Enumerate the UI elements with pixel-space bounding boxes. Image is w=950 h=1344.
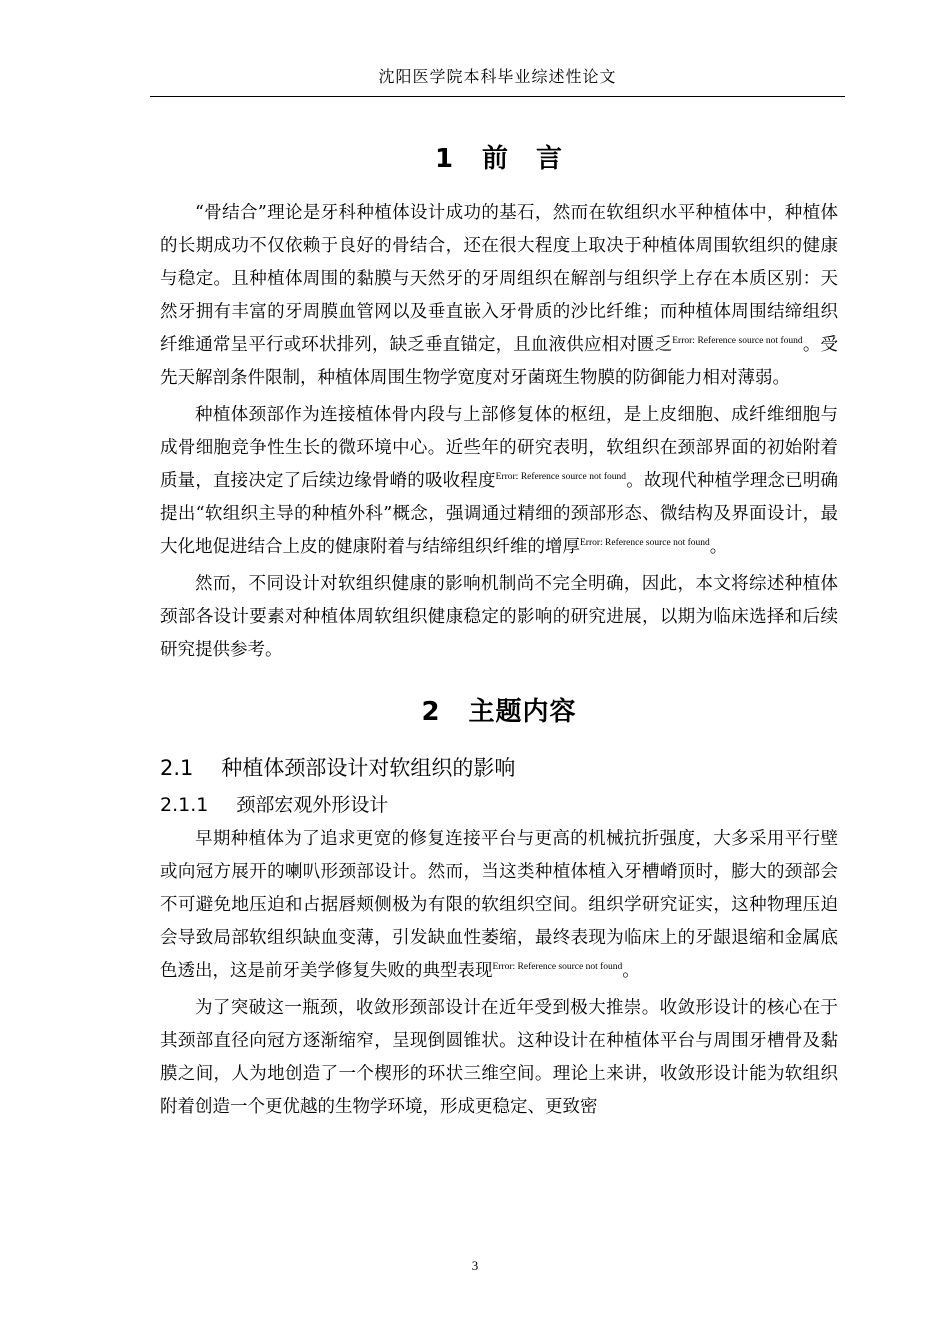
paragraph-1-1 xyxy=(160,197,838,395)
paragraph-1-2 xyxy=(160,399,838,564)
section-1-heading xyxy=(160,138,838,175)
paragraph-text-tail: 。受先天解剖条件限制，种植体周围生物学宽度对牙菌斑生物膜的防御能力相对薄弱。 xyxy=(160,335,839,388)
subsection-number: 2.1 xyxy=(160,756,194,780)
paragraph-2-1 xyxy=(160,823,838,988)
subsubsection-number: 2.1.1 xyxy=(160,794,209,816)
section-2-number: 2 xyxy=(421,697,441,727)
paragraph-2-2 xyxy=(160,992,838,1124)
paragraph-text: 早期种植体为了追求更宽的修复连接平台与更高的机械抗折强度，大多采用平行壁或向冠方展开的喇叭形颈部设计。然而，当这类种植体植入牙槽嵴顶时，膨大的颈部会不可避免地压迫和占据唇颊侧极为有限的软组织空间。组织学研究证实，这种物理压迫会导致局部软组织缺血变薄，引发缺血性萎缩，最终表现为临床上的牙龈退缩和金属底色透出，这是前牙美学修复失败的典型表现 xyxy=(160,829,838,981)
header-title: 沈阳医学院本科毕业综述性论文 xyxy=(378,67,617,86)
section-1-title: 前 言 xyxy=(482,144,564,174)
subsection-title: 种植体颈部设计对软组织的影响 xyxy=(221,756,516,780)
paragraph-1-3 xyxy=(160,568,838,667)
paragraph-text: 然而，不同设计对软组织健康的影响机制尚不完全明确，因此，本文将综述种植体颈部各设计要素对种植体周软组织健康稳定的影响的研究进展，以期为临床选择和后续研究提供参考。 xyxy=(160,574,838,660)
section-2-title: 主题内容 xyxy=(468,697,577,727)
subsubsection-title: 颈部宏观外形设计 xyxy=(236,794,389,816)
subsubsection-heading xyxy=(160,790,838,817)
paragraph-text-tail: 。故现代种植学理念已明确提出“软组织主导的种植外科”概念，强调通过精细的颈部形态、微结构及界面设计，最大化地促进结合上皮的健康附着与结缔组织纤维的增厚 xyxy=(160,471,839,557)
paragraph-text-tail: 。 xyxy=(709,537,728,557)
paragraph-text-tail: 。 xyxy=(622,961,640,981)
page-body xyxy=(160,128,838,1128)
section-1-number: 1 xyxy=(434,144,455,174)
reference-error-marker: Error: Reference source not found xyxy=(492,962,623,973)
paragraph-text: 为了突破这一瓶颈，收敛形颈部设计在近年受到极大推崇。收敛形设计的核心在于其颈部直径向冠方逐渐缩窄，呈现倒圆锥状。这种设计在种植体平台与周围牙槽骨及黏膜之间，人为地创造了一个楔形的环状三维空间。理论上来讲，收敛形设计能为软组织附着创造一个更优越的生物学环境，形成更稳定、更致密 xyxy=(160,998,838,1117)
subsection-heading xyxy=(160,752,838,782)
paragraph-text: 种植体颈部作为连接植体骨内段与上部修复体的枢纽，是上皮细胞、成纤维细胞与成骨细胞竞争性生长的微环境中心。近些年的研究表明，软组织在颈部界面的初始附着质量，直接决定了后续边缘骨嵴的吸收程度 xyxy=(160,405,838,491)
section-2-heading xyxy=(160,691,838,728)
reference-error-marker: Error: Reference source not found xyxy=(580,538,710,549)
running-header xyxy=(150,62,845,97)
reference-error-marker: Error: Reference source not found xyxy=(672,336,803,347)
reference-error-marker: Error: Reference source not found xyxy=(495,472,627,483)
paragraph-text: “骨结合”理论是牙科种植体设计成功的基石，然而在软组织水平种植体中，种植体的长期成功不仅依赖于良好的骨结合，还在很大程度上取决于种植体周围软组织的健康与稳定。且种植体周围的黏膜与天然牙的牙周组织在解剖与组织学上存在本质区别：天然牙拥有丰富的牙周膜血管网以及垂直嵌入牙骨质的沙比纤维；而种植体周围结缔组织纤维通常呈平行或环状排列，缺乏垂直锚定，且血液供应相对匮乏 xyxy=(160,203,838,355)
page-number: 3 xyxy=(471,1258,479,1273)
